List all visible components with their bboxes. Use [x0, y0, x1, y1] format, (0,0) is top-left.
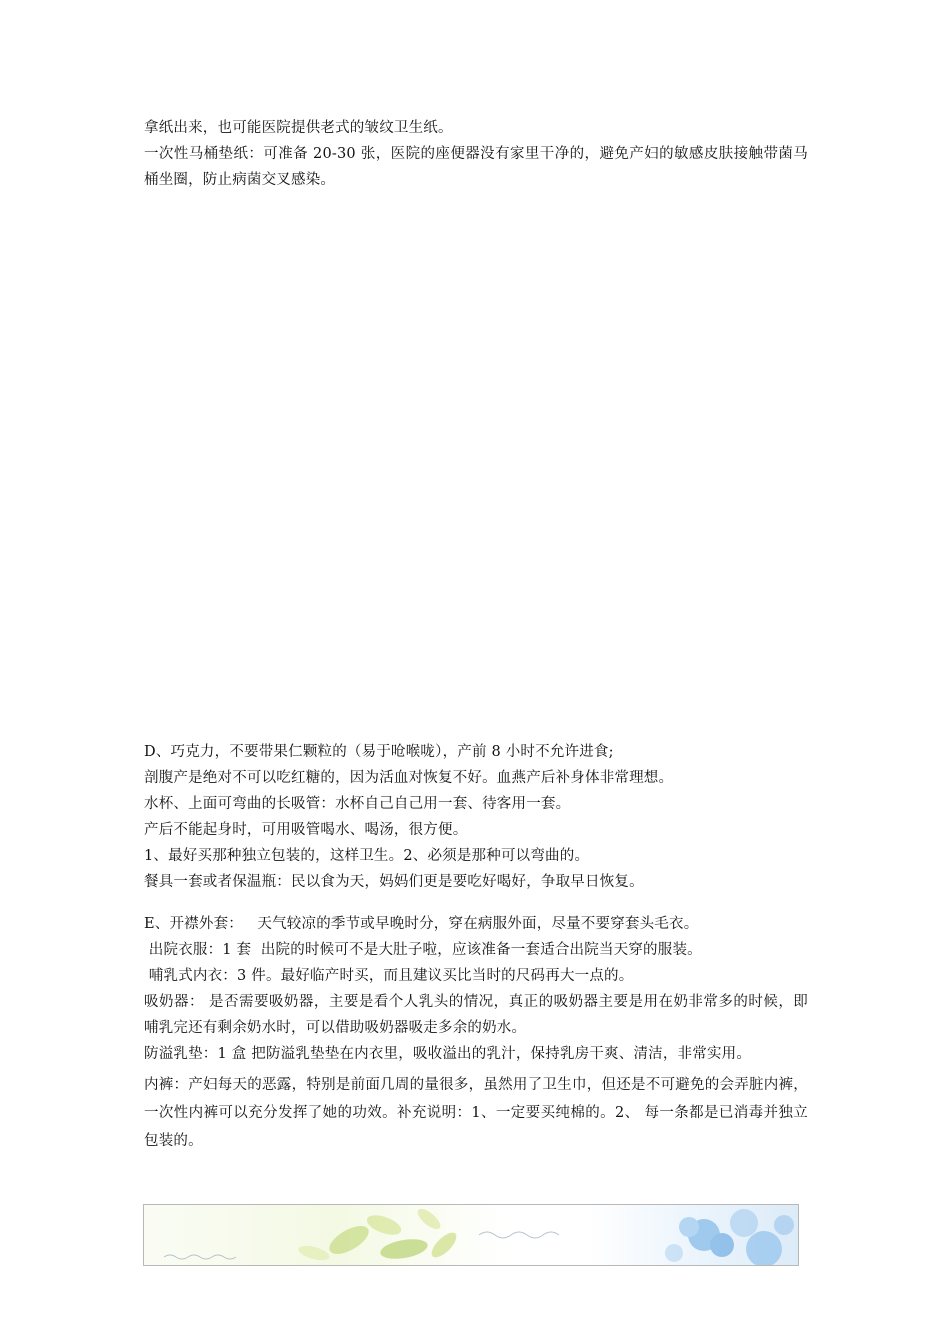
text-line: 1、最好买那种独立包装的，这样卫生。2、必须是那种可以弯曲的。 — [144, 848, 590, 864]
text-paragraph: 吸奶器： 是否需要吸奶器，主要是看个人乳头的情况，真正的吸奶器主要是用在奶非常多的时候，即哺乳完还有剩余奶水时，可以借助吸奶器吸走多余的奶水。 — [144, 994, 808, 1036]
text-paragraph: 一次性马桶垫纸：可准备 20-30 张，医院的座便器没有家里干净的，避免产妇的敏感皮肤接触带菌马桶坐圈，防止病菌交叉感染。 — [144, 146, 808, 188]
leaf-cluster-icon — [297, 1205, 460, 1263]
section-e — [144, 911, 808, 1155]
decorative-banner — [143, 1204, 799, 1266]
text-line: 拿纸出来，也可能医院提供老式的皱纹卫生纸。 — [144, 120, 453, 136]
text-line: 哺乳式内衣：3 件。最好临产时买，而且建议买比当时的尺码再大一点的。 — [144, 968, 634, 984]
top-section — [144, 115, 808, 193]
text-line: 出院衣服：1 套 出院的时候可不是大肚子啦，应该准备一套适合出院当天穿的服装。 — [144, 942, 702, 958]
text-paragraph: 防溢乳垫：1 盒 把防溢乳垫垫在内衣里，吸收溢出的乳汁，保持乳房干爽、清洁，非常实用。 — [144, 1046, 752, 1062]
flower-cluster-icon — [665, 1209, 794, 1265]
text-line: 水杯、上面可弯曲的长吸管：水杯自己自己用一套、待客用一套。 — [144, 796, 571, 812]
banner-art — [144, 1205, 798, 1265]
text-line: 剖腹产是绝对不可以吃红糖的，因为活血对恢复不好。血燕产后补身体非常理想。 — [144, 770, 674, 786]
text-paragraph: 内裤：产妇每天的恶露，特别是前面几周的量很多，虽然用了卫生巾，但还是不可避免的会弄脏内裤，一次性内裤可以充分发挥了她的功效。补充说明：1、一定要买纯棉的。2、 每一条都是已消毒并独立包装的。 — [144, 1077, 808, 1149]
text-line: 产后不能起身时，可用吸管喝水、喝汤，很方便。 — [144, 822, 468, 838]
text-line: 餐具一套或者保温瓶：民以食为天，妈妈们更是要吃好喝好，争取早日恢复。 — [144, 874, 644, 890]
text-line: D、巧克力，不要带果仁颗粒的（易于呛喉咙），产前 8 小时不允许进食; — [144, 744, 614, 760]
section-d — [144, 739, 808, 895]
text-line: E、开襟外套： 天气较凉的季节或早晚时分，穿在病服外面，尽量不要穿套头毛衣。 — [144, 916, 699, 932]
